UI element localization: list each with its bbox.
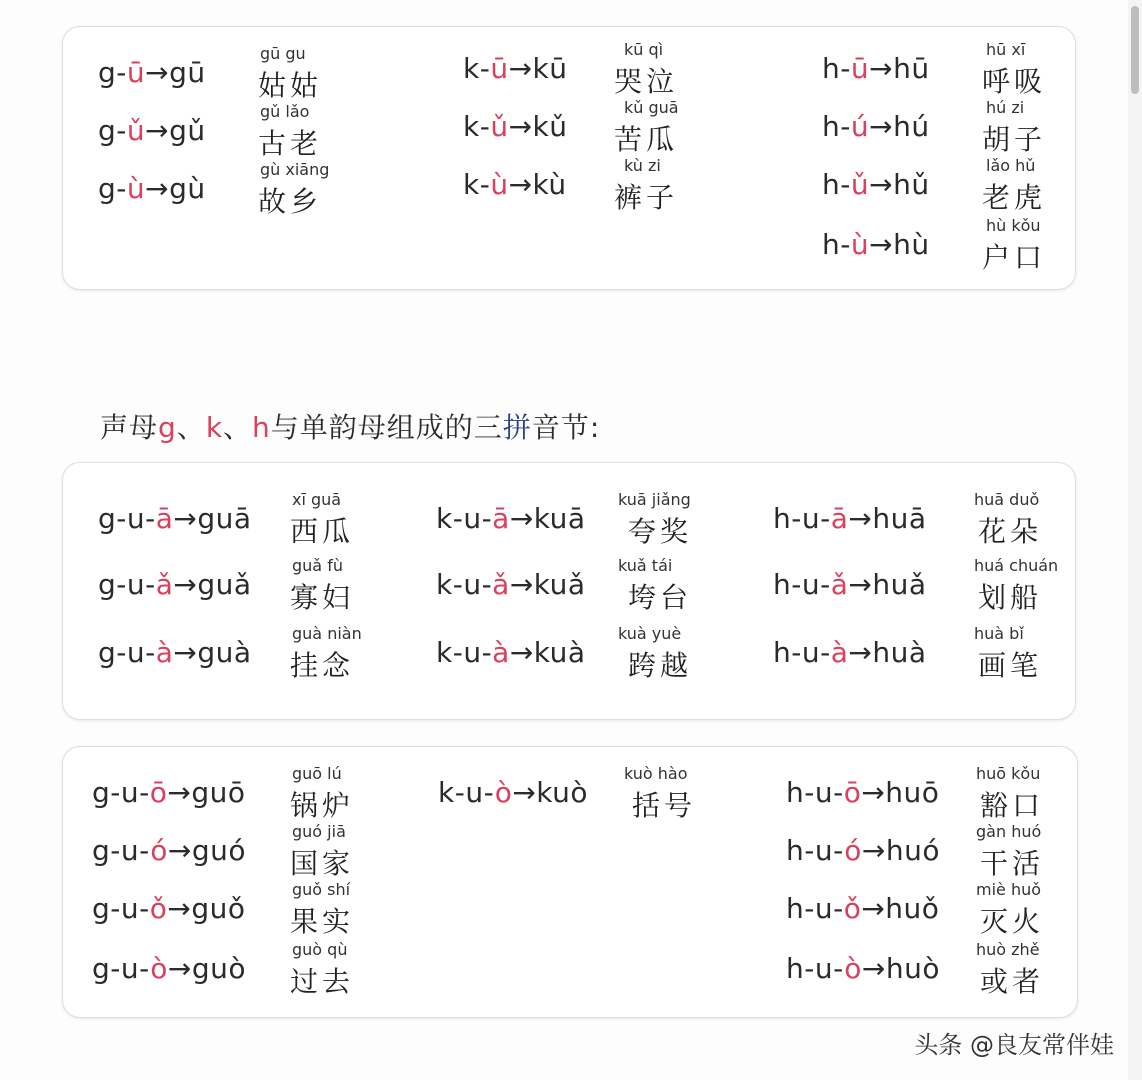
formula-vowel: ú: [850, 110, 870, 143]
formula-initial: h-u-: [773, 636, 831, 669]
formula-initial: h-u-: [786, 776, 844, 809]
word-hanzi: 胡子: [982, 123, 1047, 156]
title-middle: 与单韵母组成的: [270, 411, 474, 444]
formula-result: →guō: [167, 776, 246, 809]
section-title: [100, 406, 600, 446]
formula-result: →gū: [145, 56, 206, 89]
syllable-row: [0, 556, 1142, 616]
spelling-formula: [773, 568, 927, 601]
formula-initial: k-: [463, 168, 491, 201]
formula-initial: g-u-: [92, 952, 151, 985]
syllable-row: [0, 764, 1142, 824]
word-pinyin: miè huǒ: [976, 880, 1042, 899]
title-h: h: [252, 411, 271, 444]
formula-initial: k-u-: [436, 636, 493, 669]
syllable-row: [0, 490, 1142, 550]
title-prefix: 声母: [100, 411, 159, 444]
syllable-row: [0, 822, 1142, 882]
formula-initial: h-u-: [786, 952, 845, 985]
formula-result: →huǒ: [861, 892, 940, 925]
formula-initial: g-u-: [92, 892, 150, 925]
formula-initial: g-: [98, 56, 127, 89]
formula-initial: g-u-: [98, 568, 156, 601]
word-hanzi: 括号: [632, 789, 697, 822]
formula-result: →kuǎ: [509, 568, 586, 601]
word-pinyin: kuǎ tái: [618, 556, 673, 575]
formula-result: →guǒ: [167, 892, 246, 925]
word-hanzi: 果实: [290, 905, 355, 938]
title-pin: 拼: [502, 411, 532, 444]
word-pinyin: gàn huó: [976, 822, 1042, 841]
formula-result: →huā: [848, 502, 927, 535]
title-suffix: 音节:: [531, 411, 601, 444]
word-hanzi: 老虎: [982, 181, 1047, 214]
word-hanzi: 姑姑: [258, 69, 323, 102]
word-hanzi: 西瓜: [290, 515, 355, 548]
word-pinyin: kuò hào: [624, 764, 688, 783]
formula-result: →guà: [173, 636, 252, 669]
formula-result: →guā: [173, 502, 252, 535]
spelling-formula: [786, 776, 939, 809]
formula-vowel: ǔ: [126, 114, 146, 147]
formula-vowel: ā: [830, 502, 849, 535]
formula-vowel: ǎ: [830, 568, 849, 601]
formula-initial: g-u-: [98, 502, 156, 535]
formula-result: →kuà: [509, 636, 586, 669]
word-pinyin: huá chuán: [974, 556, 1059, 575]
word-pinyin: kū qì: [624, 40, 664, 59]
formula-vowel: ù: [490, 168, 509, 201]
word-pinyin: guǎ fù: [292, 556, 343, 575]
word-hanzi: 故乡: [258, 185, 323, 218]
word-hanzi: 垮台: [628, 581, 693, 614]
formula-result: →kuā: [509, 502, 586, 535]
spelling-formula: [822, 52, 930, 85]
formula-initial: h-: [822, 168, 851, 201]
formula-vowel: ó: [150, 834, 168, 867]
formula-result: →kuò: [512, 776, 589, 809]
word-hanzi: 裤子: [614, 181, 679, 214]
word-hanzi: 古老: [258, 127, 323, 160]
spelling-formula: [822, 110, 930, 143]
word-hanzi: 或者: [980, 965, 1045, 998]
formula-initial: g-: [98, 114, 127, 147]
spelling-formula: [822, 168, 930, 201]
word-pinyin: guò qù: [292, 940, 348, 959]
formula-vowel: ō: [843, 776, 862, 809]
formula-vowel: ò: [150, 952, 168, 985]
formula-result: →hú: [869, 110, 930, 143]
word-pinyin: gù xiāng: [260, 160, 330, 179]
formula-vowel: ǒ: [149, 892, 168, 925]
formula-initial: h-: [822, 52, 851, 85]
word-hanzi: 画笔: [978, 649, 1043, 682]
word-hanzi: 呼吸: [982, 65, 1047, 98]
word-hanzi: 挂念: [290, 649, 355, 682]
word-pinyin: guó jiā: [292, 822, 346, 841]
word-pinyin: kù zi: [624, 156, 661, 175]
word-pinyin: lǎo hǔ: [986, 156, 1036, 175]
word-pinyin: kuā jiǎng: [618, 490, 691, 509]
formula-initial: h-u-: [773, 502, 831, 535]
formula-initial: k-u-: [436, 568, 493, 601]
formula-initial: g-u-: [98, 636, 156, 669]
word-hanzi: 灭火: [980, 905, 1045, 938]
formula-vowel: ó: [844, 834, 862, 867]
formula-result: →huǎ: [848, 568, 927, 601]
spelling-formula: [773, 502, 927, 535]
title-san: 三: [473, 411, 503, 444]
formula-result: →gù: [145, 172, 206, 205]
formula-vowel: ǎ: [492, 568, 510, 601]
formula-vowel: ǔ: [850, 168, 870, 201]
formula-initial: h-: [822, 228, 851, 261]
word-pinyin: hú zi: [986, 98, 1025, 117]
formula-vowel: ū: [490, 52, 509, 85]
word-pinyin: gū gu: [260, 44, 306, 63]
word-pinyin: kǔ guā: [624, 98, 679, 117]
spelling-formula: [773, 636, 927, 669]
formula-result: →guǎ: [173, 568, 252, 601]
word-hanzi: 夸奖: [628, 515, 693, 548]
spelling-formula: [786, 952, 940, 985]
formula-result: →huó: [861, 834, 940, 867]
formula-result: →hǔ: [869, 168, 930, 201]
word-hanzi: 划船: [978, 581, 1043, 614]
syllable-row: [0, 216, 1142, 276]
formula-result: →guò: [167, 952, 247, 985]
syllable-row: [0, 98, 1142, 158]
word-pinyin: hù kǒu: [986, 216, 1041, 235]
formula-result: →huō: [861, 776, 940, 809]
formula-result: →guó: [167, 834, 247, 867]
title-g: g: [158, 411, 177, 444]
formula-vowel: ā: [155, 502, 174, 535]
word-pinyin: huò zhě: [976, 940, 1040, 959]
syllable-row: [0, 940, 1142, 1000]
formula-initial: h-u-: [786, 834, 845, 867]
formula-vowel: ō: [149, 776, 168, 809]
word-hanzi: 跨越: [628, 649, 693, 682]
formula-initial: g-u-: [92, 834, 151, 867]
formula-vowel: à: [492, 636, 510, 669]
title-k: k: [205, 411, 224, 444]
word-hanzi: 干活: [980, 847, 1045, 880]
formula-result: →gǔ: [145, 114, 206, 147]
formula-initial: g-: [98, 172, 127, 205]
word-pinyin: guō lú: [292, 764, 342, 783]
word-hanzi: 花朵: [978, 515, 1043, 548]
formula-vowel: ǒ: [843, 892, 862, 925]
formula-vowel: à: [830, 636, 849, 669]
formula-initial: g-u-: [92, 776, 150, 809]
formula-result: →kū: [508, 52, 568, 85]
word-pinyin: guà niàn: [292, 624, 362, 643]
word-hanzi: 哭泣: [614, 65, 679, 98]
word-hanzi: 寡妇: [290, 581, 355, 614]
word-hanzi: 豁口: [980, 789, 1045, 822]
word-hanzi: 户口: [982, 241, 1047, 274]
formula-initial: k-u-: [436, 502, 493, 535]
syllable-row: [0, 156, 1142, 216]
formula-initial: k-u-: [438, 776, 495, 809]
spelling-formula: [822, 228, 930, 261]
formula-initial: h-: [822, 110, 851, 143]
spelling-formula: [786, 834, 940, 867]
word-pinyin: kuà yuè: [618, 624, 682, 643]
formula-initial: k-: [463, 110, 491, 143]
formula-vowel: ū: [850, 52, 870, 85]
watermark: 头条 @良友常伴娃: [914, 1031, 1114, 1059]
formula-vowel: ū: [126, 56, 146, 89]
syllable-row: [0, 880, 1142, 940]
formula-vowel: ā: [492, 502, 510, 535]
word-pinyin: huō kǒu: [976, 764, 1041, 783]
formula-result: →hū: [869, 52, 930, 85]
syllable-row: [0, 624, 1142, 684]
word-pinyin: xī guā: [292, 490, 342, 509]
formula-vowel: ǔ: [490, 110, 509, 143]
formula-vowel: ǎ: [155, 568, 174, 601]
formula-vowel: ò: [494, 776, 513, 809]
word-hanzi: 国家: [290, 847, 355, 880]
word-hanzi: 苦瓜: [614, 123, 679, 156]
formula-vowel: à: [155, 636, 174, 669]
word-pinyin: huā duǒ: [974, 490, 1040, 509]
formula-vowel: ù: [850, 228, 870, 261]
formula-result: →kǔ: [508, 110, 568, 143]
formula-result: →kù: [508, 168, 567, 201]
word-hanzi: 过去: [290, 965, 355, 998]
word-pinyin: gǔ lǎo: [260, 102, 310, 121]
syllable-row: [0, 40, 1142, 100]
title-sep1: 、: [176, 411, 206, 444]
word-pinyin: hū xī: [986, 40, 1026, 59]
formula-vowel: ò: [844, 952, 862, 985]
word-pinyin: guǒ shí: [292, 880, 351, 899]
formula-result: →hù: [869, 228, 930, 261]
formula-vowel: ù: [126, 172, 146, 205]
formula-result: →huò: [861, 952, 940, 985]
word-pinyin: huà bǐ: [974, 624, 1024, 643]
spelling-formula: [786, 892, 939, 925]
title-sep2: 、: [223, 411, 253, 444]
word-hanzi: 锅炉: [290, 789, 355, 822]
formula-initial: h-u-: [786, 892, 844, 925]
formula-initial: k-: [463, 52, 491, 85]
formula-result: →huà: [848, 636, 927, 669]
formula-initial: h-u-: [773, 568, 831, 601]
